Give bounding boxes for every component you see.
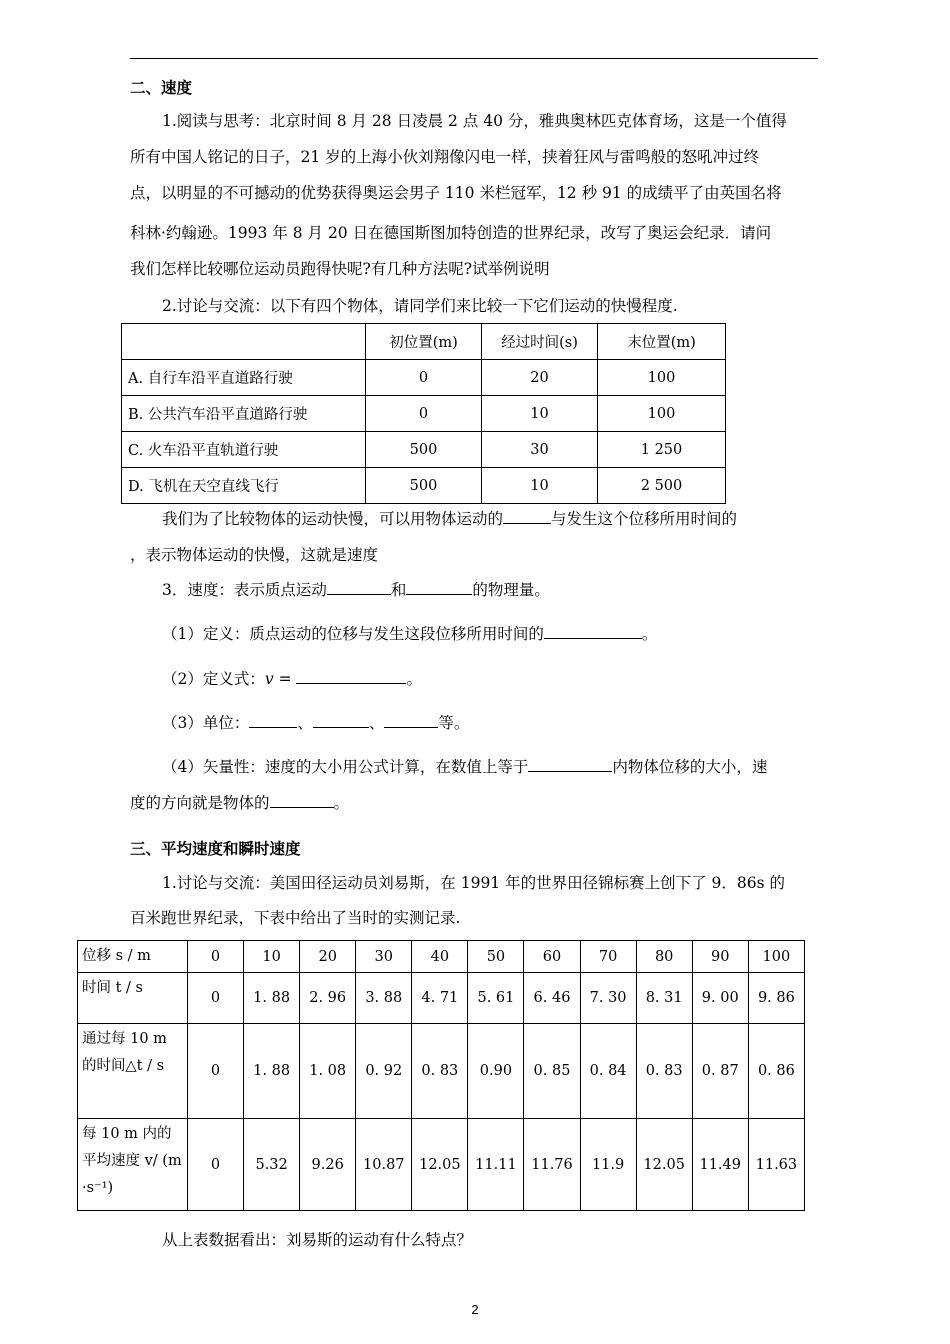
paragraph-line (162, 580, 550, 600)
table-cell: 70 (580, 941, 636, 973)
paragraph-line: 百米跑世界纪录，下表中给出了当时的实测记录. (130, 909, 461, 927)
row-header: 每 10 m 内的平均速度 v/ (m·s⁻¹) (78, 1119, 188, 1211)
table-cell: 9.26 (300, 1119, 356, 1211)
table-row (122, 468, 726, 504)
table-cell: 90 (692, 941, 748, 973)
text: 。 (641, 625, 658, 643)
text: = (273, 670, 297, 688)
table-header: 末位置(m) (598, 324, 726, 360)
table-cell: 11.76 (524, 1119, 580, 1211)
paragraph-line: 1.阅读与思考：北京时间 8 月 28 日凌晨 2 点 40 分，雅典奥林匹克体育场，这是一个值得 (162, 112, 787, 130)
table-cell: 0.90 (468, 1024, 524, 1119)
text: （2）定义式： (162, 670, 265, 688)
row-header: 位移 s / m (78, 941, 188, 973)
table-cell: 0 (188, 941, 244, 973)
fill-blank[interactable] (503, 509, 551, 524)
text: 。 (406, 670, 422, 688)
paragraph-line: 1.讨论与交流：美国田径运动员刘易斯，在 1991 年的世界田径锦标赛上创下了 9．86s 的 (162, 874, 785, 892)
table-cell: 100 (598, 360, 726, 396)
header-rule (130, 58, 818, 59)
table-cell: 30 (482, 432, 598, 468)
text: 的物理量。 (472, 581, 550, 599)
text: 内物体位移的大小，速 (612, 758, 768, 776)
table-cell: 5. 61 (468, 973, 524, 1024)
text: （4）矢量性：速度的大小用公式计算，在数值上等于 (162, 758, 529, 776)
table-row (78, 973, 805, 1024)
fill-blank[interactable] (313, 713, 369, 728)
text: 、 (368, 714, 385, 732)
row-header: 时间 t / s (78, 973, 188, 1024)
formula-line (162, 669, 422, 689)
table-cell: 50 (468, 941, 524, 973)
text: 、 (297, 714, 313, 732)
table-cell: 0. 83 (412, 1024, 468, 1119)
table-cell: 0 (188, 973, 244, 1024)
table-cell: 11.9 (580, 1119, 636, 1211)
text: 等。 (438, 714, 470, 732)
table-cell: 10 (244, 941, 300, 973)
paragraph-line: 所有中国人铭记的日子，21 岁的上海小伙刘翔像闪电一样，挟着狂风与雷鸣般的怒吼冲过终 (130, 148, 760, 166)
table-cell: 0. 84 (580, 1024, 636, 1119)
fill-blank[interactable] (384, 713, 438, 728)
table-cell: 5.32 (244, 1119, 300, 1211)
page-number: 2 (471, 1302, 479, 1317)
table-cell: D. 飞机在天空直线飞行 (122, 468, 366, 504)
text: 与发生这个位移所用时间的 (551, 510, 738, 528)
table-cell: 40 (412, 941, 468, 973)
table-cell: 0. 85 (524, 1024, 580, 1119)
table-row (122, 432, 726, 468)
fill-blank[interactable] (528, 757, 612, 772)
table-cell: 0 (366, 360, 482, 396)
text: （3）单位： (162, 714, 250, 732)
table-cell: 0. 86 (748, 1024, 804, 1119)
paragraph-line: 2.讨论与交流：以下有四个物体，请同学们来比较一下它们运动的快慢程度. (162, 297, 678, 315)
table-cell: B. 公共汽车沿平直道路行驶 (122, 396, 366, 432)
table-cell: 100 (748, 941, 804, 973)
table-cell: 0 (366, 396, 482, 432)
table-cell: 9. 86 (748, 973, 804, 1024)
text: （1）定义：质点运动的位移与发生这段位移所用时间的 (162, 625, 544, 643)
fill-blank[interactable] (249, 713, 297, 728)
question-line: 从上表数据看出：刘易斯的运动有什么特点？ (162, 1231, 473, 1249)
fill-blank[interactable] (327, 580, 391, 595)
paragraph-line (162, 509, 737, 529)
vector-line (130, 793, 349, 813)
table-cell: 100 (598, 396, 726, 432)
table-row (78, 1024, 805, 1119)
table-header: 初位置(m) (366, 324, 482, 360)
table-row (122, 360, 726, 396)
velocity-symbol: v (264, 670, 274, 688)
table-cell: 500 (366, 468, 482, 504)
fill-blank[interactable] (270, 793, 334, 808)
table-cell: 11.63 (748, 1119, 804, 1211)
table-header: 经过时间(s) (482, 324, 598, 360)
table-cell: 2 500 (598, 468, 726, 504)
table-cell: 0. 83 (636, 1024, 692, 1119)
table-cell: 6. 46 (524, 973, 580, 1024)
lewis-record-table (77, 940, 805, 1211)
fill-blank[interactable] (296, 669, 406, 684)
paragraph-line: 我们怎样比较哪位运动员跑得快呢?有几种方法呢?试举例说明 (130, 260, 550, 278)
table-cell: 20 (300, 941, 356, 973)
table-cell: 60 (524, 941, 580, 973)
table-row (122, 396, 726, 432)
table-cell: 11.11 (468, 1119, 524, 1211)
table-cell: 8. 31 (636, 973, 692, 1024)
fill-blank[interactable] (544, 624, 642, 639)
table-cell: 30 (356, 941, 412, 973)
text: 和 (390, 581, 407, 599)
table-cell: 12.05 (412, 1119, 468, 1211)
paragraph-line: 点，以明显的不可撼动的优势获得奥运会男子 110 米栏冠军，12 秒 91 的成绩平了由英国名将 (130, 184, 782, 202)
table-cell: 80 (636, 941, 692, 973)
vector-line (162, 757, 767, 777)
table-cell: 0. 87 (692, 1024, 748, 1119)
table-cell: 12.05 (636, 1119, 692, 1211)
table-cell: 0 (188, 1119, 244, 1211)
table-cell (122, 324, 366, 360)
table-cell: 4. 71 (412, 973, 468, 1024)
text: 我们为了比较物体的运动快慢，可以用物体运动的 (162, 510, 504, 528)
fill-blank[interactable] (406, 580, 472, 595)
table-cell: 9. 00 (692, 973, 748, 1024)
text: 度的方向就是物体的 (130, 794, 270, 812)
table-cell: 0. 92 (356, 1024, 412, 1119)
table-cell: 1. 88 (244, 1024, 300, 1119)
table-header-row (122, 324, 726, 360)
table-cell: 10.87 (356, 1119, 412, 1211)
table-row (78, 1119, 805, 1211)
table-cell: 500 (366, 432, 482, 468)
objects-motion-table (121, 323, 726, 504)
table-cell: 20 (482, 360, 598, 396)
table-cell: 1. 88 (244, 973, 300, 1024)
table-cell: 1 250 (598, 432, 726, 468)
table-cell: 7. 30 (580, 973, 636, 1024)
table-cell: 10 (482, 468, 598, 504)
table-cell: 0 (188, 1024, 244, 1119)
text: 。 (333, 794, 350, 812)
table-cell: 3. 88 (356, 973, 412, 1024)
table-cell: 2. 96 (300, 973, 356, 1024)
section-heading-speed: 二、速度 (130, 78, 193, 97)
paragraph-line: 科林·约翰逊。1993 年 8 月 20 日在德国斯图加特创造的世界纪录，改写了奥运会纪录．请问 (130, 224, 772, 242)
paragraph-line: ，表示物体运动的快慢，这就是速度 (130, 546, 379, 564)
table-cell: 1. 08 (300, 1024, 356, 1119)
table-cell: A. 自行车沿平直道路行驶 (122, 360, 366, 396)
definition-line (162, 624, 657, 644)
row-header: 通过每 10 m 的时间△t / s (78, 1024, 188, 1119)
table-cell: C. 火车沿平直轨道行驶 (122, 432, 366, 468)
unit-line (162, 713, 469, 733)
section-heading-average-velocity: 三、平均速度和瞬时速度 (130, 839, 301, 858)
table-cell: 11.49 (692, 1119, 748, 1211)
text: 3．速度：表示质点运动 (162, 581, 327, 599)
table-cell: 10 (482, 396, 598, 432)
table-row (78, 941, 805, 973)
